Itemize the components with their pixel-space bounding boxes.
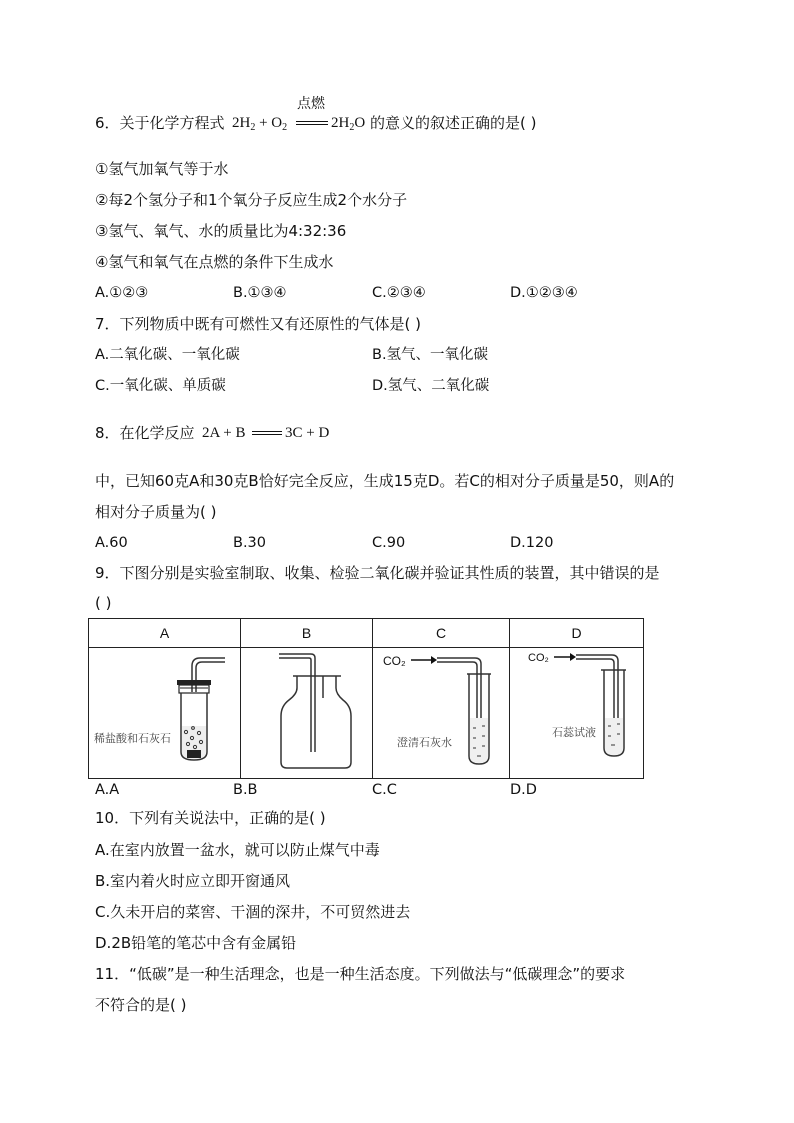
q7-option-a[interactable]: A.二氧化碳、一氧化碳 (95, 347, 240, 363)
apparatus-a-drawing (89, 648, 240, 778)
q11-line-1: 11．“低碳”是一种生活理念，也是一种生活态度。下列做法与“低碳理念”的要求 (95, 965, 626, 983)
label-d: 石蕊试液 (552, 727, 596, 739)
q6-prefix: 6．关于化学方程式 (95, 114, 225, 132)
apparatus-d-drawing (510, 648, 643, 778)
apparatus-c (373, 648, 510, 779)
q8-option-b[interactable]: B.30 (233, 535, 267, 551)
header-a: A (89, 619, 241, 648)
q6-option-d[interactable]: D.①②③④ (510, 285, 578, 301)
q9-line-1: 9．下图分别是实验室制取、收集、检验二氧化碳并验证其性质的装置，其中错误的是 (95, 564, 660, 582)
label-c: 澄清石灰水 (397, 737, 452, 749)
q8-option-c[interactable]: C.90 (372, 535, 406, 551)
q9-option-a[interactable]: A.A (95, 782, 120, 798)
q11-line-2: 不符合的是( ) (95, 996, 187, 1014)
q7-option-c[interactable]: C.一氧化碳、单质碳 (95, 378, 226, 394)
q9-option-c[interactable]: C.C (372, 782, 397, 798)
label-a: 稀盐酸和石灰石 (94, 733, 171, 745)
q7-option-b[interactable]: B.氢气、一氧化碳 (372, 347, 489, 363)
q10-option-c[interactable]: C.久未开启的菜窖、干涸的深井，不可贸然进去 (95, 903, 411, 921)
q8-option-a[interactable]: A.60 (95, 535, 128, 551)
apparatus-d (510, 648, 644, 779)
header-d: D (510, 619, 644, 648)
q6-suffix: 的意义的叙述正确的是( ) (370, 114, 537, 132)
label-d-co2: CO₂ (528, 652, 549, 664)
q6-statement-4: ④氢气和氧气在点燃的条件下生成水 (95, 253, 334, 271)
q8-lhs: 2A + B (202, 425, 246, 441)
q6-option-b[interactable]: B.①③④ (233, 285, 287, 301)
q10-option-a[interactable]: A.在室内放置一盆水，就可以防止煤气中毒 (95, 841, 380, 859)
q8-line-2: 中，已知60克A和30克B恰好完全反应，生成15克D。若C的相对分子质量是50，则A的 (95, 472, 675, 490)
apparatus-b-drawing (241, 648, 372, 778)
q6-statement-1: ①氢气加氧气等于水 (95, 160, 229, 178)
q10-option-d[interactable]: D.2B铅笔的笔芯中含有金属铅 (95, 934, 297, 952)
q8-line-3: 相对分子质量为( ) (95, 503, 217, 521)
header-c: C (373, 619, 510, 648)
apparatus-table (88, 618, 644, 779)
apparatus-b (241, 648, 373, 779)
q6-reaction-condition: 点燃 (297, 96, 325, 112)
q6-statement-3: ③氢气、氧气、水的质量比为4:32:36 (95, 222, 347, 240)
q6-option-a[interactable]: A.①②③ (95, 285, 149, 301)
q7-option-d[interactable]: D.氢气、二氧化碳 (372, 378, 490, 394)
q10-stem: 10．下列有关说法中，正确的是( ) (95, 809, 326, 827)
q8-rhs: 3C + D (285, 425, 330, 441)
q8-prefix: 8．在化学反应 (95, 424, 195, 442)
q6-product: $2H_2O$ (331, 115, 366, 133)
label-c-co2: CO₂ (383, 654, 406, 668)
q9-line-2: ( ) (95, 594, 112, 612)
q6-reactants: $2H_2 + O_2$ (232, 115, 288, 133)
q9-option-d[interactable]: D.D (510, 782, 537, 798)
q6-statement-2: ②每2个氢分子和1个氧分子反应生成2个水分子 (95, 191, 408, 209)
header-b: B (241, 619, 373, 648)
q7-stem: 7．下列物质中既有可燃性又有还原性的气体是( ) (95, 315, 422, 333)
q6-reaction-arrow (296, 121, 328, 125)
q8-option-d[interactable]: D.120 (510, 535, 554, 551)
q10-option-b[interactable]: B.室内着火时应立即开窗通风 (95, 872, 291, 890)
q6-option-c[interactable]: C.②③④ (372, 285, 426, 301)
q8-reaction-equals (252, 431, 282, 435)
apparatus-c-drawing (373, 648, 509, 778)
q9-option-b[interactable]: B.B (233, 782, 258, 798)
apparatus-a (89, 648, 241, 779)
